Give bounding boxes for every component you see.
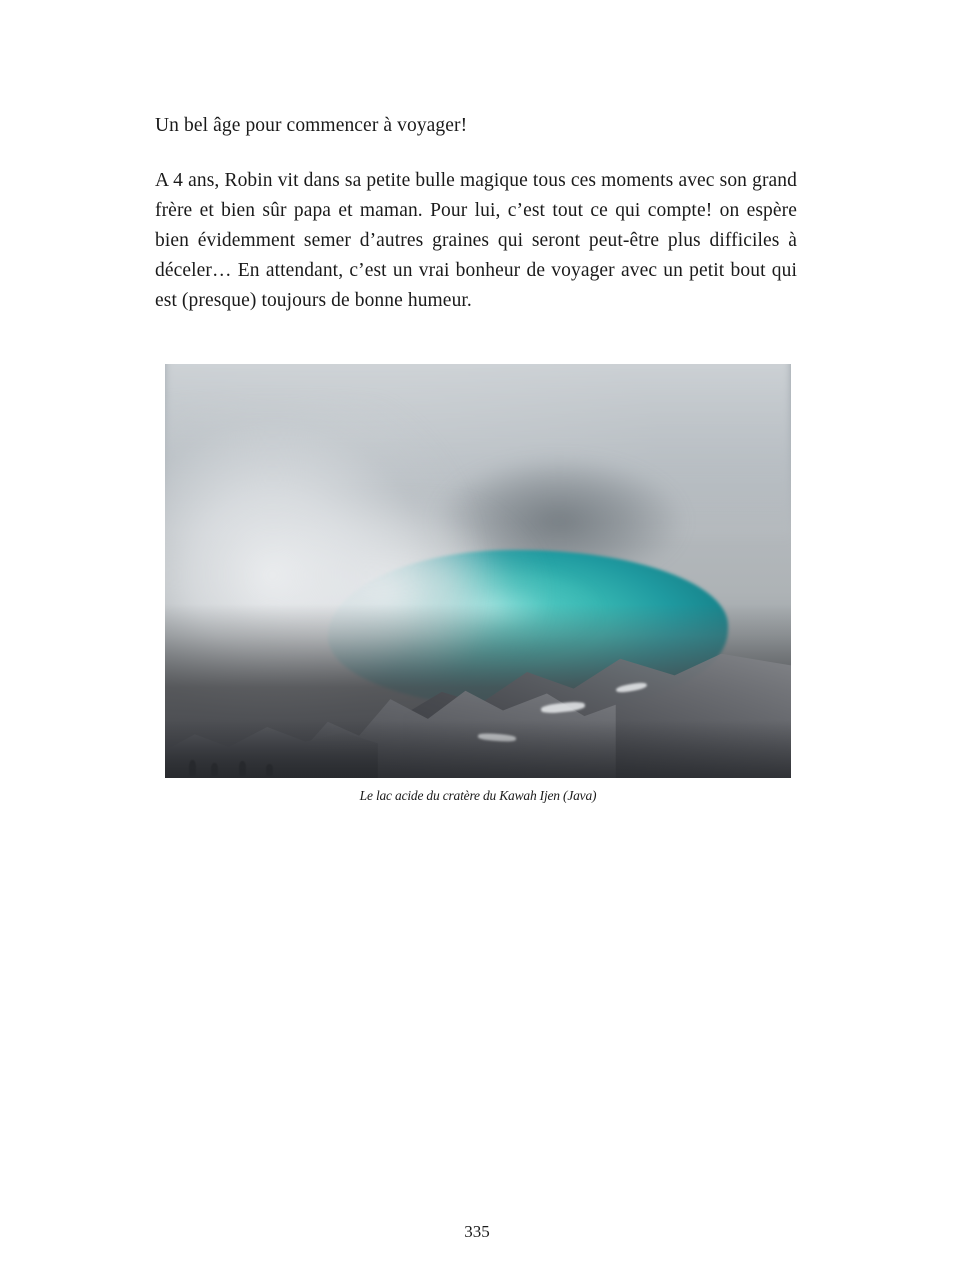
page-number: 335 — [464, 1222, 490, 1241]
body-paragraph: A 4 ans, Robin vit dans sa petite bulle magique tous ces moments avec son grand frère et bien sûr papa et maman. Pour lui, c’est tout ce qui compte! on espère bien évidemment semer d’autres graines qui seront peut-être plus difficiles à déceler… En attendant, c’est un vrai bonheur de voyager avec un petit bout qui est (presque) toujours de bonne humeur. — [155, 170, 797, 312]
figure-caption: Le lac acide du cratère du Kawah Ijen (Java) — [359, 788, 597, 803]
figure-block — [165, 364, 791, 804]
text-column — [155, 112, 797, 316]
intro-line: Un bel âge pour commencer à voyager! — [155, 115, 468, 136]
photo-crater-lake — [165, 364, 791, 778]
photo-bottom-shadow — [165, 720, 791, 778]
